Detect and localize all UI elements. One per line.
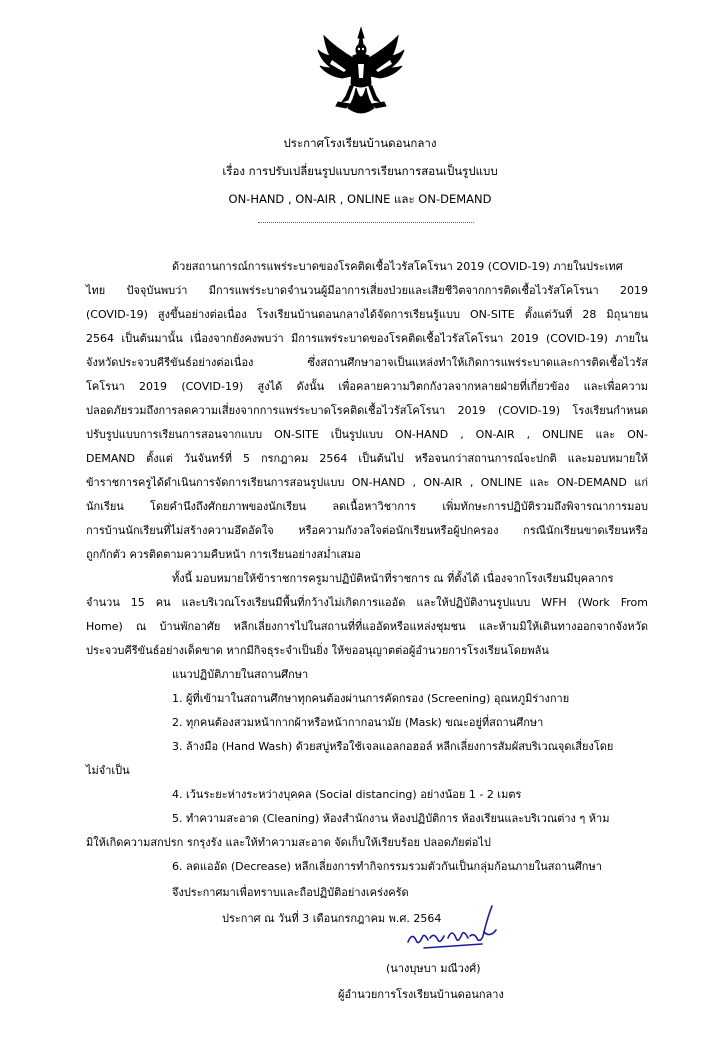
guideline-item-5-cont: มิให้เกิดความสกปรก รกรุงรัง และให้ทำความสะอาด จัดเก็บให้เรียบร้อย ปลอดภัยต่อไป bbox=[86, 836, 491, 849]
paragraph-line: ข้าราชการครูได้ดำเนินการจัดการเรียนการสอนรูปแบบ ON-HAND , ON-AIR , ONLINE และ ON-DEMAND แก่ bbox=[86, 476, 648, 489]
paragraph-line: ประจวบคีรีขันธ์อย่างเด็ดขาด หากมีกิจธุระจำเป็นยิ่ง ให้ขออนุญาตต่อผู้อำนวยการโรงเรียนโดยพลัน bbox=[86, 644, 549, 657]
paragraph-line: (COVID-19) สูงขึ้นอย่างต่อเนื่อง โรงเรียนบ้านดอนกลางได้จัดการเรียนรู้แบบ ON-SITE ตั้งแต่วันที่ 28 มิถุนายน bbox=[86, 308, 648, 321]
announcement-title: ประกาศโรงเรียนบ้านดอนกลาง bbox=[283, 136, 437, 150]
paragraph-line: จังหวัดประจวบคีรีขันธ์อย่างต่อเนื่อง ซึ่งสถานศึกษาอาจเป็นแหล่งทำให้เกิดการแพร่ระบาดและการติดเชื้อไวรัส bbox=[86, 356, 648, 369]
announcement-date: ประกาศ ณ วันที่ 3 เดือนกรกฎาคม พ.ศ. 2564 bbox=[222, 912, 442, 925]
paragraph-line: ปลอดภัยรวมถึงการลดความเสี่ยงจากการแพร่ระบาดโรคติดเชื้อไวรัสโคโรนา 2019 (COVID-19) โรงเรียนกำหนด bbox=[86, 404, 648, 417]
announcement-subject-modes: ON-HAND , ON-AIR , ONLINE และ ON-DEMAND bbox=[228, 192, 492, 206]
guideline-item-3: 3. ล้างมือ (Hand Wash) ด้วยสบู่หรือใช้เจลแอลกอฮอล์ หลีกเลี่ยงการสัมผัสบริเวณจุดเสี่ยงโดย bbox=[172, 740, 614, 753]
paragraph-line: 2564 เป็นต้นมานั้น เนื่องจากยังคงพบว่า มีการแพร่ระบาดของโรคติดเชื้อไวรัสโคโรนา 2019 (COVID-19) ภายใน bbox=[86, 332, 648, 345]
guideline-item-6: 6. ลดแออัด (Decrease) หลีกเลี่ยงการทำกิจกรรมรวมตัวกันเป็นกลุ่มก้อนภายในสถานศึกษา bbox=[172, 860, 602, 873]
paragraph-line: การบ้านนักเรียนที่ไม่สร้างความอึดอัดใจ หรือความกังวลใจต่อนักเรียนหรือผู้ปกครอง กรณีนักเรียนขาดเรียนหรือ bbox=[86, 524, 648, 537]
paragraph-line: Home) ณ บ้านพักอาศัย หลีกเลี่ยงการไปในสถานที่ที่แออัดหรือแหล่งชุมชน และห้ามมิให้เดินทางออกจากจังหวัด bbox=[86, 620, 648, 633]
paragraph-line: ไทย ปัจจุบันพบว่า มีการแพร่ระบาดจำนวนผู้มีอาการเสี่ยงป่วยและเสียชีวิตจากการติดเชื้อไวรัสโคโรนา 2019 bbox=[86, 284, 648, 297]
paragraph-line: จำนวน 15 คน และบริเวณโรงเรียนมีพื้นที่กว้างไม่เกิดการแออัด และให้ปฏิบัติงานรูปแบบ WFH (Work From bbox=[86, 596, 648, 609]
guideline-item-3-cont: ไม่จำเป็น bbox=[86, 764, 130, 777]
paragraph-line: ถูกกักตัว ควรติดตามความคืบหน้า การเรียนอย่างสม่ำเสมอ bbox=[86, 548, 361, 561]
guideline-item-1: 1. ผู้ที่เข้ามาในสถานศึกษาทุกคนต้องผ่านการคัดกรอง (Screening) อุณหภูมิร่างกาย bbox=[172, 692, 570, 705]
paragraph-line: ด้วยสถานการณ์การแพร่ระบาดของโรคติดเชื้อไวรัสโคโรนา 2019 (COVID-19) ภายในประเทศ bbox=[172, 260, 623, 273]
closing-statement: จึงประกาศมาเพื่อทราบและถือปฏิบัติอย่างเคร่งครัด bbox=[172, 886, 409, 899]
guidelines-heading: แนวปฏิบัติภายในสถานศึกษา bbox=[172, 668, 309, 681]
paragraph-line: ปรับรูปแบบการเรียนการสอนจากแบบ ON-SITE เป็นรูปแบบ ON-HAND , ON-AIR , ONLINE และ ON- bbox=[86, 428, 648, 441]
guideline-item-2: 2. ทุกคนต้องสวมหน้ากากผ้าหรือหน้ากากอนามัย (Mask) ขณะอยู่ที่สถานศึกษา bbox=[172, 716, 544, 729]
paragraph-line: DEMAND ตั้งแต่ วันจันทร์ที่ 5 กรกฎาคม 2564 เป็นต้นไป หรือจนกว่าสถานการณ์จะปกติ และมอบหมายให้ bbox=[86, 452, 648, 465]
paragraph-line: ทั้งนี้ มอบหมายให้ข้าราชการครูมาปฏิบัติหน้าที่ราชการ ณ ที่ตั้งได้ เนื่องจากโรงเรียนมีบุคลากร bbox=[172, 572, 614, 585]
signatory-name: (นางบุษบา มณีวงศ์) bbox=[386, 962, 481, 975]
signatory-position: ผู้อำนวยการโรงเรียนบ้านดอนกลาง bbox=[338, 988, 504, 1001]
announcement-subject: เรื่อง การปรับเปลี่ยนรูปแบบการเรียนการสอนเป็นรูปแบบ bbox=[222, 164, 498, 178]
paragraph-line: โคโรนา 2019 (COVID-19) สูงได้ ดังนั้น เพื่อคลายความวิตกกังวลจากหลายฝ่ายที่เกี่ยวข้อง และเพื่อความ bbox=[86, 380, 648, 393]
garuda-emblem-icon bbox=[316, 26, 406, 122]
dotted-divider bbox=[258, 222, 474, 223]
handwritten-signature bbox=[404, 902, 500, 954]
guideline-item-4: 4. เว้นระยะห่างระหว่างบุคคล (Social distancing) อย่างน้อย 1 - 2 เมตร bbox=[172, 788, 522, 801]
guideline-item-5: 5. ทำความสะอาด (Cleaning) ห้องสำนักงาน ห้องปฏิบัติการ ห้องเรียนและบริเวณต่าง ๆ ห้าม bbox=[172, 812, 610, 825]
paragraph-line: นักเรียน โดยคำนึงถึงศักยภาพของนักเรียน ลดเนื้อหาวิชาการ เพิ่มทักษะการปฏิบัติรวมถึงพิจารณาการมอบ bbox=[86, 500, 648, 513]
